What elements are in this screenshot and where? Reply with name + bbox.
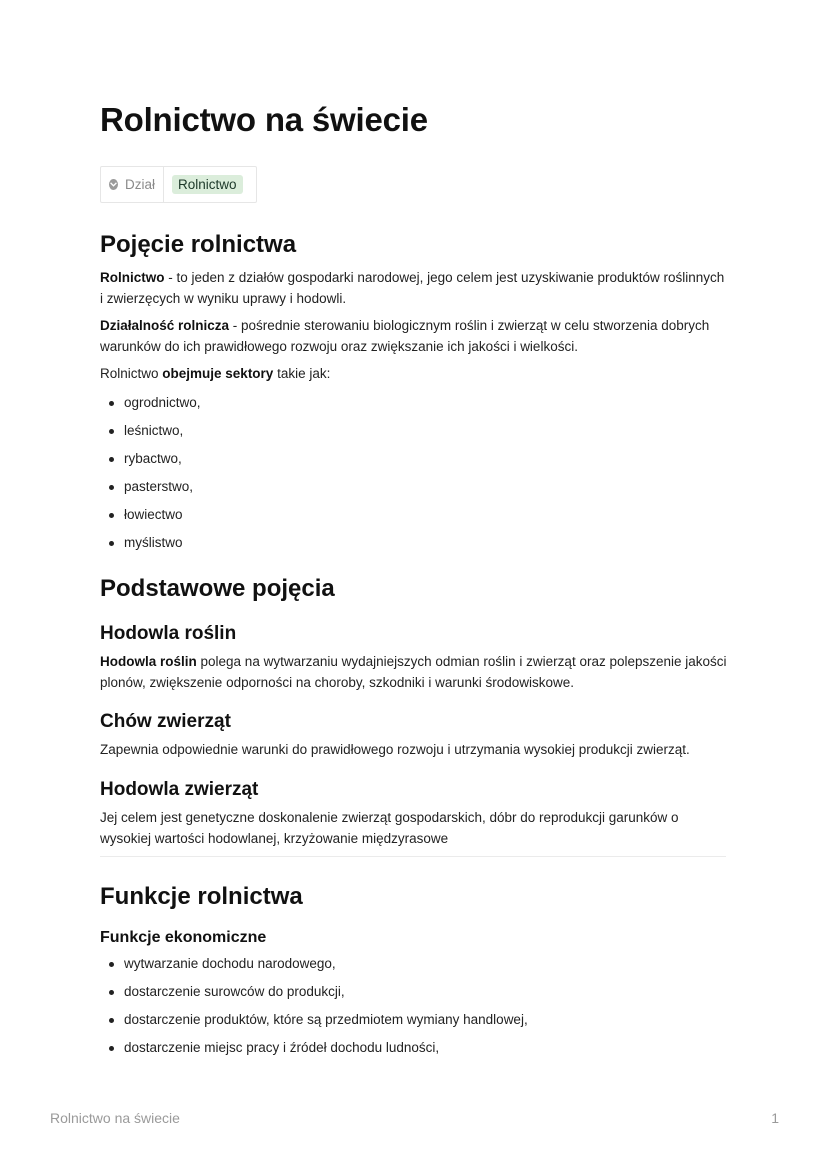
list-item: pasterstwo, — [124, 476, 728, 497]
funkcje-ekonomiczne-list — [100, 953, 728, 1058]
property-key — [101, 167, 164, 202]
property-value — [164, 167, 256, 202]
sectors-list — [100, 392, 728, 553]
definition-rolnictwo: - to jeden z działów gospodarki narodowej, jego celem jest uzyskiwanie produktów roślinnych i zwierzęcych w wyniku uprawy i hodowli. — [100, 270, 725, 306]
sektory-intro-post: takie jak: — [273, 366, 331, 381]
heading-hodowla-roslin: Hodowla roślin — [100, 623, 237, 644]
heading-funkcje-ekonomiczne: Funkcje ekonomiczne — [100, 929, 267, 946]
page-title: Rolnictwo na świecie — [100, 101, 428, 138]
definition-hodowla-roslin: polega na wytwarzaniu wydajniejszych odmian roślin i zwierząt oraz polepszenie jakości plonów, zwiększenie odporności na choroby, szkodniki i warunki środowiskowe. — [100, 654, 727, 690]
chevron-down-circle-icon — [109, 179, 118, 190]
list-item: wytwarzanie dochodu narodowego, — [124, 953, 728, 974]
term-hodowla-roslin: Hodowla roślin — [100, 654, 197, 669]
list-item: łowiectwo — [124, 504, 728, 525]
list-item: leśnictwo, — [124, 420, 728, 441]
paragraph-hodowla-roslin — [100, 651, 728, 693]
list-item: myślistwo — [124, 532, 728, 553]
paragraph-hodowla-zwierzat: Jej celem jest genetyczne doskonalenie zwierząt gospodarskich, dóbr do reprodukcji garunków o wysokiej wartości hodowlanej, krzyżowanie międzyrasowe — [100, 810, 679, 846]
footer-page-number: 1 — [771, 1110, 779, 1126]
paragraph-sektory-intro — [100, 363, 728, 384]
list-item: dostarczenie miejsc pracy i źródeł dochodu ludności, — [124, 1037, 728, 1058]
section-divider — [100, 856, 726, 857]
property-table — [100, 166, 257, 203]
list-item: dostarczenie produktów, które są przedmiotem wymiany handlowej, — [124, 1009, 728, 1030]
property-key-label: Dział — [124, 177, 155, 192]
paragraph-rolnictwo-definition — [100, 267, 728, 309]
list-item: ogrodnictwo, — [124, 392, 728, 413]
list-item: rybactwo, — [124, 448, 728, 469]
sektory-intro-pre: Rolnictwo — [100, 366, 163, 381]
term-dzialalnosc: Działalność rolnicza — [100, 318, 230, 333]
heading-chow-zwierzat: Chów zwierząt — [100, 711, 231, 732]
term-obejmuje-sektory: obejmuje sektory — [162, 366, 274, 381]
paragraph-chow-zwierzat: Zapewnia odpowiednie warunki do prawidłowego rozwoju i utrzymania wysokiej produkcji zwierząt. — [100, 742, 690, 757]
paragraph-dzialalnosc-definition — [100, 315, 728, 357]
term-rolnictwo: Rolnictwo — [100, 270, 165, 285]
heading-podstawowe-pojecia: Podstawowe pojęcia — [100, 575, 335, 602]
heading-hodowla-zwierzat: Hodowla zwierząt — [100, 779, 259, 800]
heading-funkcje-rolnictwa: Funkcje rolnictwa — [100, 883, 303, 910]
document-content — [100, 98, 728, 1065]
footer-title: Rolnictwo na świecie — [50, 1110, 180, 1126]
definition-dzialalnosc: - pośrednie sterowaniu biologicznym roślin i zwierząt w celu stworzenia dobrych warunków do ich prawidłowego rozwoju oraz zwiększanie ich jakości i wielkości. — [100, 318, 710, 354]
heading-pojecie-rolnictwa: Pojęcie rolnictwa — [100, 231, 297, 258]
property-tag[interactable]: Rolnictwo — [172, 175, 243, 194]
list-item: dostarczenie surowców do produkcji, — [124, 981, 728, 1002]
